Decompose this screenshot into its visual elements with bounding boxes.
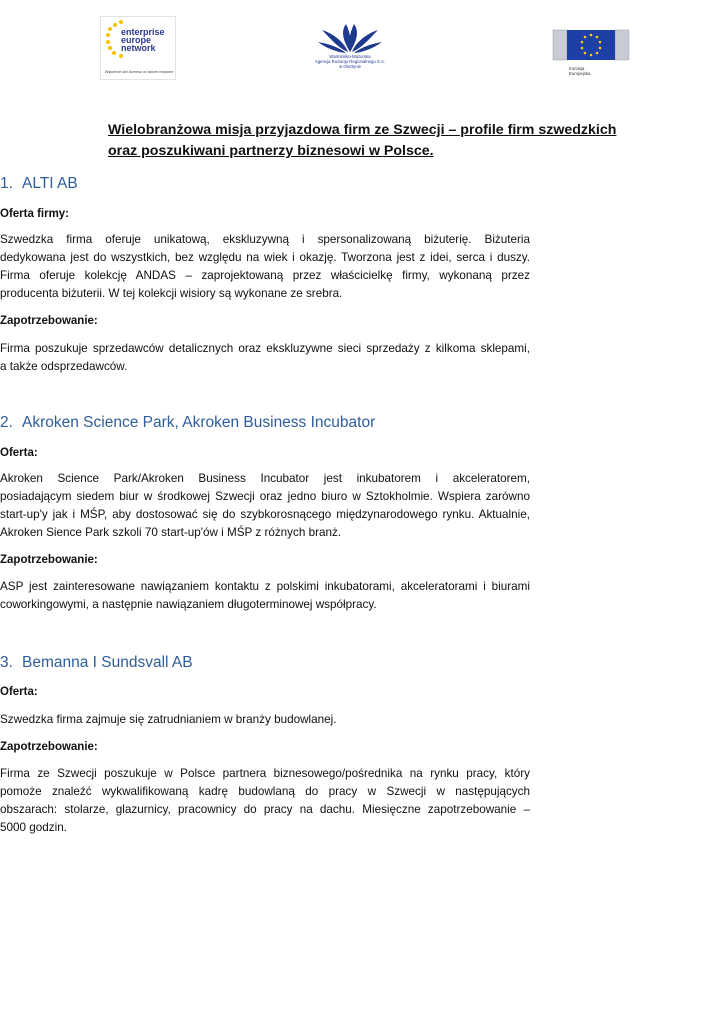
section-number: 3. [0, 654, 13, 671]
text-line: Firma ze Szwecji poszukuje w Polsce partnera biznesowego/pośrednika na rynku pracy, który [0, 767, 530, 780]
document-title [108, 120, 638, 162]
enterprise-europe-network-logo [100, 16, 176, 80]
text-line: pomoże znaleźć wykwalifikowaną kadrę budowlaną do pracy w Szwecji w następujących [0, 784, 530, 798]
section-1 [0, 174, 530, 194]
title-line-2: oraz poszukiwani partnerzy biznesowi w Polsce. [108, 143, 434, 159]
section-2-offer-label-wrap [0, 445, 530, 461]
need-label: Zapotrzebowanie: [0, 554, 98, 566]
text-line: producenta biżuterii. W tej kolekcji wisiory są wykonane ze srebra. [0, 286, 343, 300]
section-number: 1. [0, 175, 13, 192]
text-line: 5000 godzin. [0, 820, 67, 834]
section-heading [0, 413, 530, 433]
page-header [0, 0, 725, 90]
need-label: Zapotrzebowanie: [0, 315, 98, 327]
ec-line-1: Komisja [569, 66, 585, 71]
text-line: Akroken Science Park/Akroken Business Incubator jest inkubatorem i akceleratorem, [0, 472, 530, 485]
section-1-need-label-wrap [0, 313, 530, 329]
european-commission-logo [551, 24, 631, 80]
ec-line-2: Europejska [569, 71, 591, 77]
section-1-offer-label-wrap [0, 206, 530, 222]
section-name: Akroken Science Park, Akroken Business Incubator [22, 414, 376, 431]
section-2 [0, 413, 530, 433]
agency-line-3: w Olsztynie [339, 64, 361, 70]
section-heading [0, 174, 530, 194]
section-3 [0, 653, 530, 673]
need-label: Zapotrzebowanie: [0, 741, 98, 753]
agency-line-2: Agencja Rozwoju Regionalnego S.A. [314, 59, 386, 65]
een-line-1: enterprise [121, 27, 165, 37]
section-name: Bemanna I Sundsvall AB [22, 654, 193, 671]
text-line: Akroken Sience Park szkoli 70 start-up'ów i MŚP z różnych branż. [0, 525, 342, 539]
een-tagline: Wsparcie dla biznesu w twoim regionie [105, 70, 174, 74]
een-line-3: network [121, 43, 156, 53]
text-line: a także odsprzedawców. [0, 359, 128, 373]
text-line: Szwedzka firma oferuje unikatową, ekskluzywną i spersonalizowaną biżuterię. Biżuteria [0, 233, 530, 246]
text-line: Szwedzka firma zajmuje się zatrudnianiem w branży budowlanej. [0, 713, 337, 726]
section-3-need-text [0, 765, 530, 837]
text-line: obszarach: stolarze, glazurnicy, pracownicy do pracy na dachu. Miesięczne zapotrzebowanie – [0, 802, 530, 816]
text-line: dedykowana jest do wszystkich, bez względu na wiek i okazję. Tworzona jest z idei, serca i duszy. [0, 250, 530, 264]
eu-flag-building-icon [551, 24, 631, 66]
section-name: ALTI AB [22, 175, 78, 192]
section-number: 2. [0, 414, 13, 431]
text-line: coworkingowymi, a następnie nawiązaniem długoterminowej współpracy. [0, 597, 377, 611]
section-3-need-label-wrap [0, 739, 530, 755]
text-line: Firma poszukuje sprzedawców detalicznych oraz ekskluzywne sieci sprzedaży z kilkoma sklepami, [0, 342, 530, 355]
agency-flower-icon [300, 22, 400, 54]
offer-label: Oferta: [0, 686, 38, 698]
text-line: posiadającym siedem biur w środkowej Szwecji oraz jedno biuro w Sztokholmie. Wspiera zarówno [0, 489, 530, 503]
section-2-need-label-wrap [0, 552, 530, 568]
section-1-offer-text [0, 231, 530, 303]
section-2-need-text [0, 578, 530, 614]
title-line-1: Wielobranżowa misja przyjazdowa firm ze Szwecji – profile firm szwedzkich [108, 122, 617, 138]
section-heading [0, 653, 530, 673]
agency-line-1: Warmińsko-Mazurska [329, 54, 371, 59]
offer-label: Oferta firmy: [0, 208, 70, 220]
text-line: start-up'y jak i MŚP, aby dostosować się do szybkorosnącego międzynarodowego rynku. Aktualnie, [0, 507, 530, 521]
section-2-offer-text [0, 470, 530, 542]
section-3-offer-text [0, 711, 530, 729]
een-line-2: europe [121, 35, 152, 45]
warm-agency-logo [300, 22, 400, 80]
offer-label: Oferta: [0, 447, 38, 459]
section-1-need-text [0, 340, 530, 376]
document-body [108, 120, 638, 162]
text-line: ASP jest zainteresowane nawiązaniem kontaktu z polskimi inkubatorami, akceleratorami i biurami [0, 580, 530, 593]
text-line: Firma oferuje kolekcję ANDAS – zaprojektowaną przez właścicielkę firmy, wykonaną przez [0, 268, 530, 282]
section-3-offer-label-wrap [0, 684, 530, 700]
